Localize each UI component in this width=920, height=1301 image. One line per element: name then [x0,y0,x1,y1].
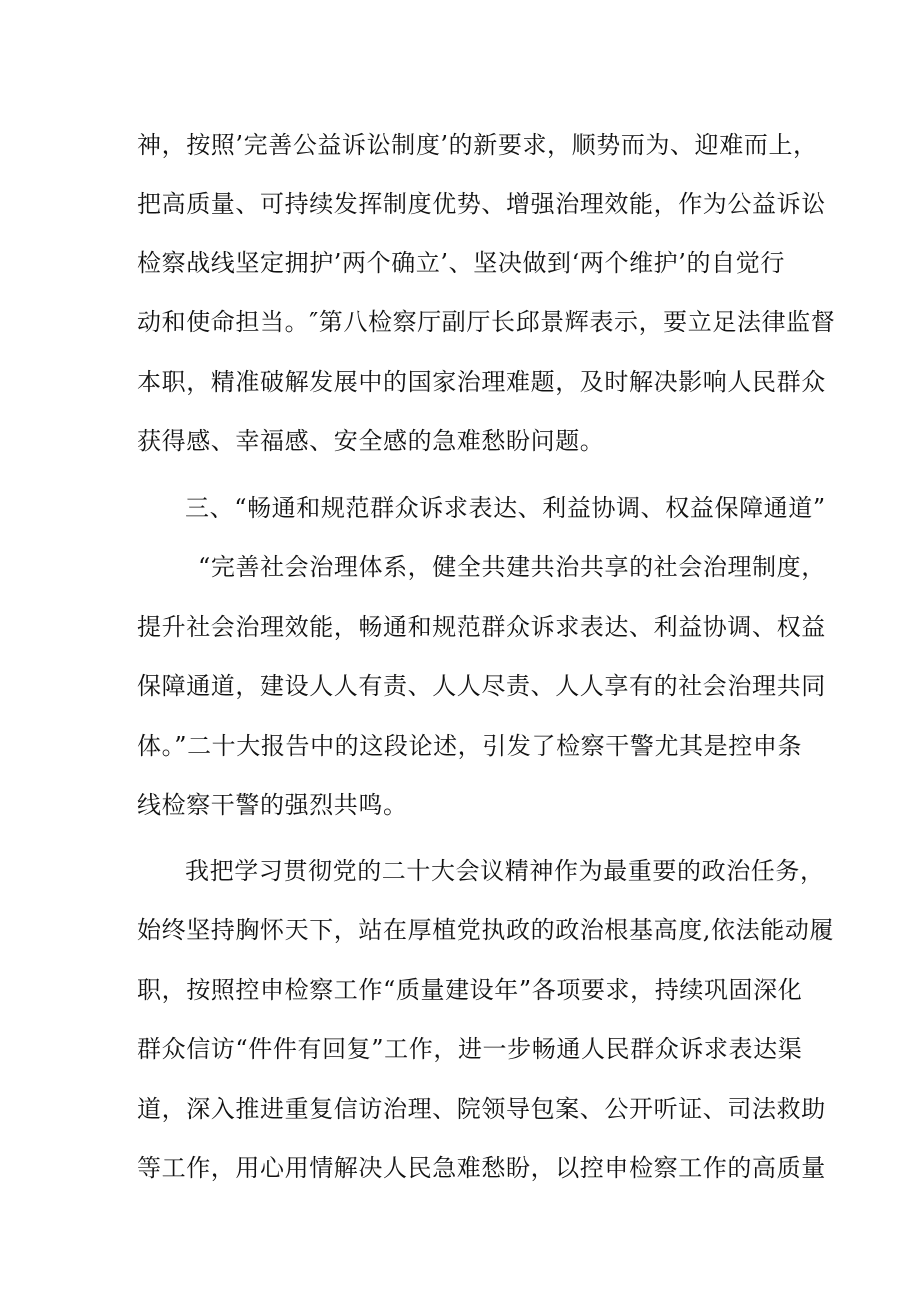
text-line: 检察战线坚定拥护’两个确立’、坚决做到‘两个维护’的自觉行 [137,249,785,277]
text-line: 始终坚持胸怀天下，站在厚植党执政的政治根基高度,依法能动履 [137,916,835,944]
text-line: 保障通道，建设人人有责、人人尽责、人人享有的社会治理共同 [137,672,826,700]
text-line: 等工作，用心用情解决人民急难愁盼，以控申检察工作的高质量 [137,1154,826,1182]
section-heading: 三、“畅通和规范群众诉求表达、利益协调、权益保障通道” [185,494,826,522]
text-line: 提升社会治理效能，畅通和规范群众诉求表达、利益协调、权益 [137,613,826,641]
text-line: “完善社会治理体系，健全共建共治共享的社会治理制度， [198,553,826,581]
text-line: 本职，精准破解发展中的国家治理难题，及时解决影响人民群众 [137,368,826,396]
text-line: 线检察干警的强烈共鸣。 [137,791,408,819]
text-line: 道，深入推进重复信访治理、院领导包案、公开听证、司法救助 [137,1095,826,1123]
text-line: 群众信访“件件有回复”工作，进一步畅通人民群众诉求表达渠 [137,1035,803,1063]
text-line: 动和使命担当。″第八检察厅副厅长邱景辉表示，要立足法律监督 [137,308,836,336]
text-line: 把高质量、可持续发挥制度优势、增强治理效能，作为公益诉讼 [137,190,826,218]
text-line: 获得感、幸福感、安全感的急难愁盼问题。 [137,427,605,455]
text-line: 我把学习贯彻党的二十大会议精神作为最重要的政治任务， [185,857,825,885]
text-line: 职，按照控申检察工作“质量建设年”各项要求，持续巩固深化 [137,976,803,1004]
text-line: 神，按照’完善公益诉讼制度’的新要求，顺势而为、迎难而上， [137,131,818,159]
text-line: 体。”二十大报告中的这段论述，引发了检察干警尤其是控申条 [137,732,803,760]
